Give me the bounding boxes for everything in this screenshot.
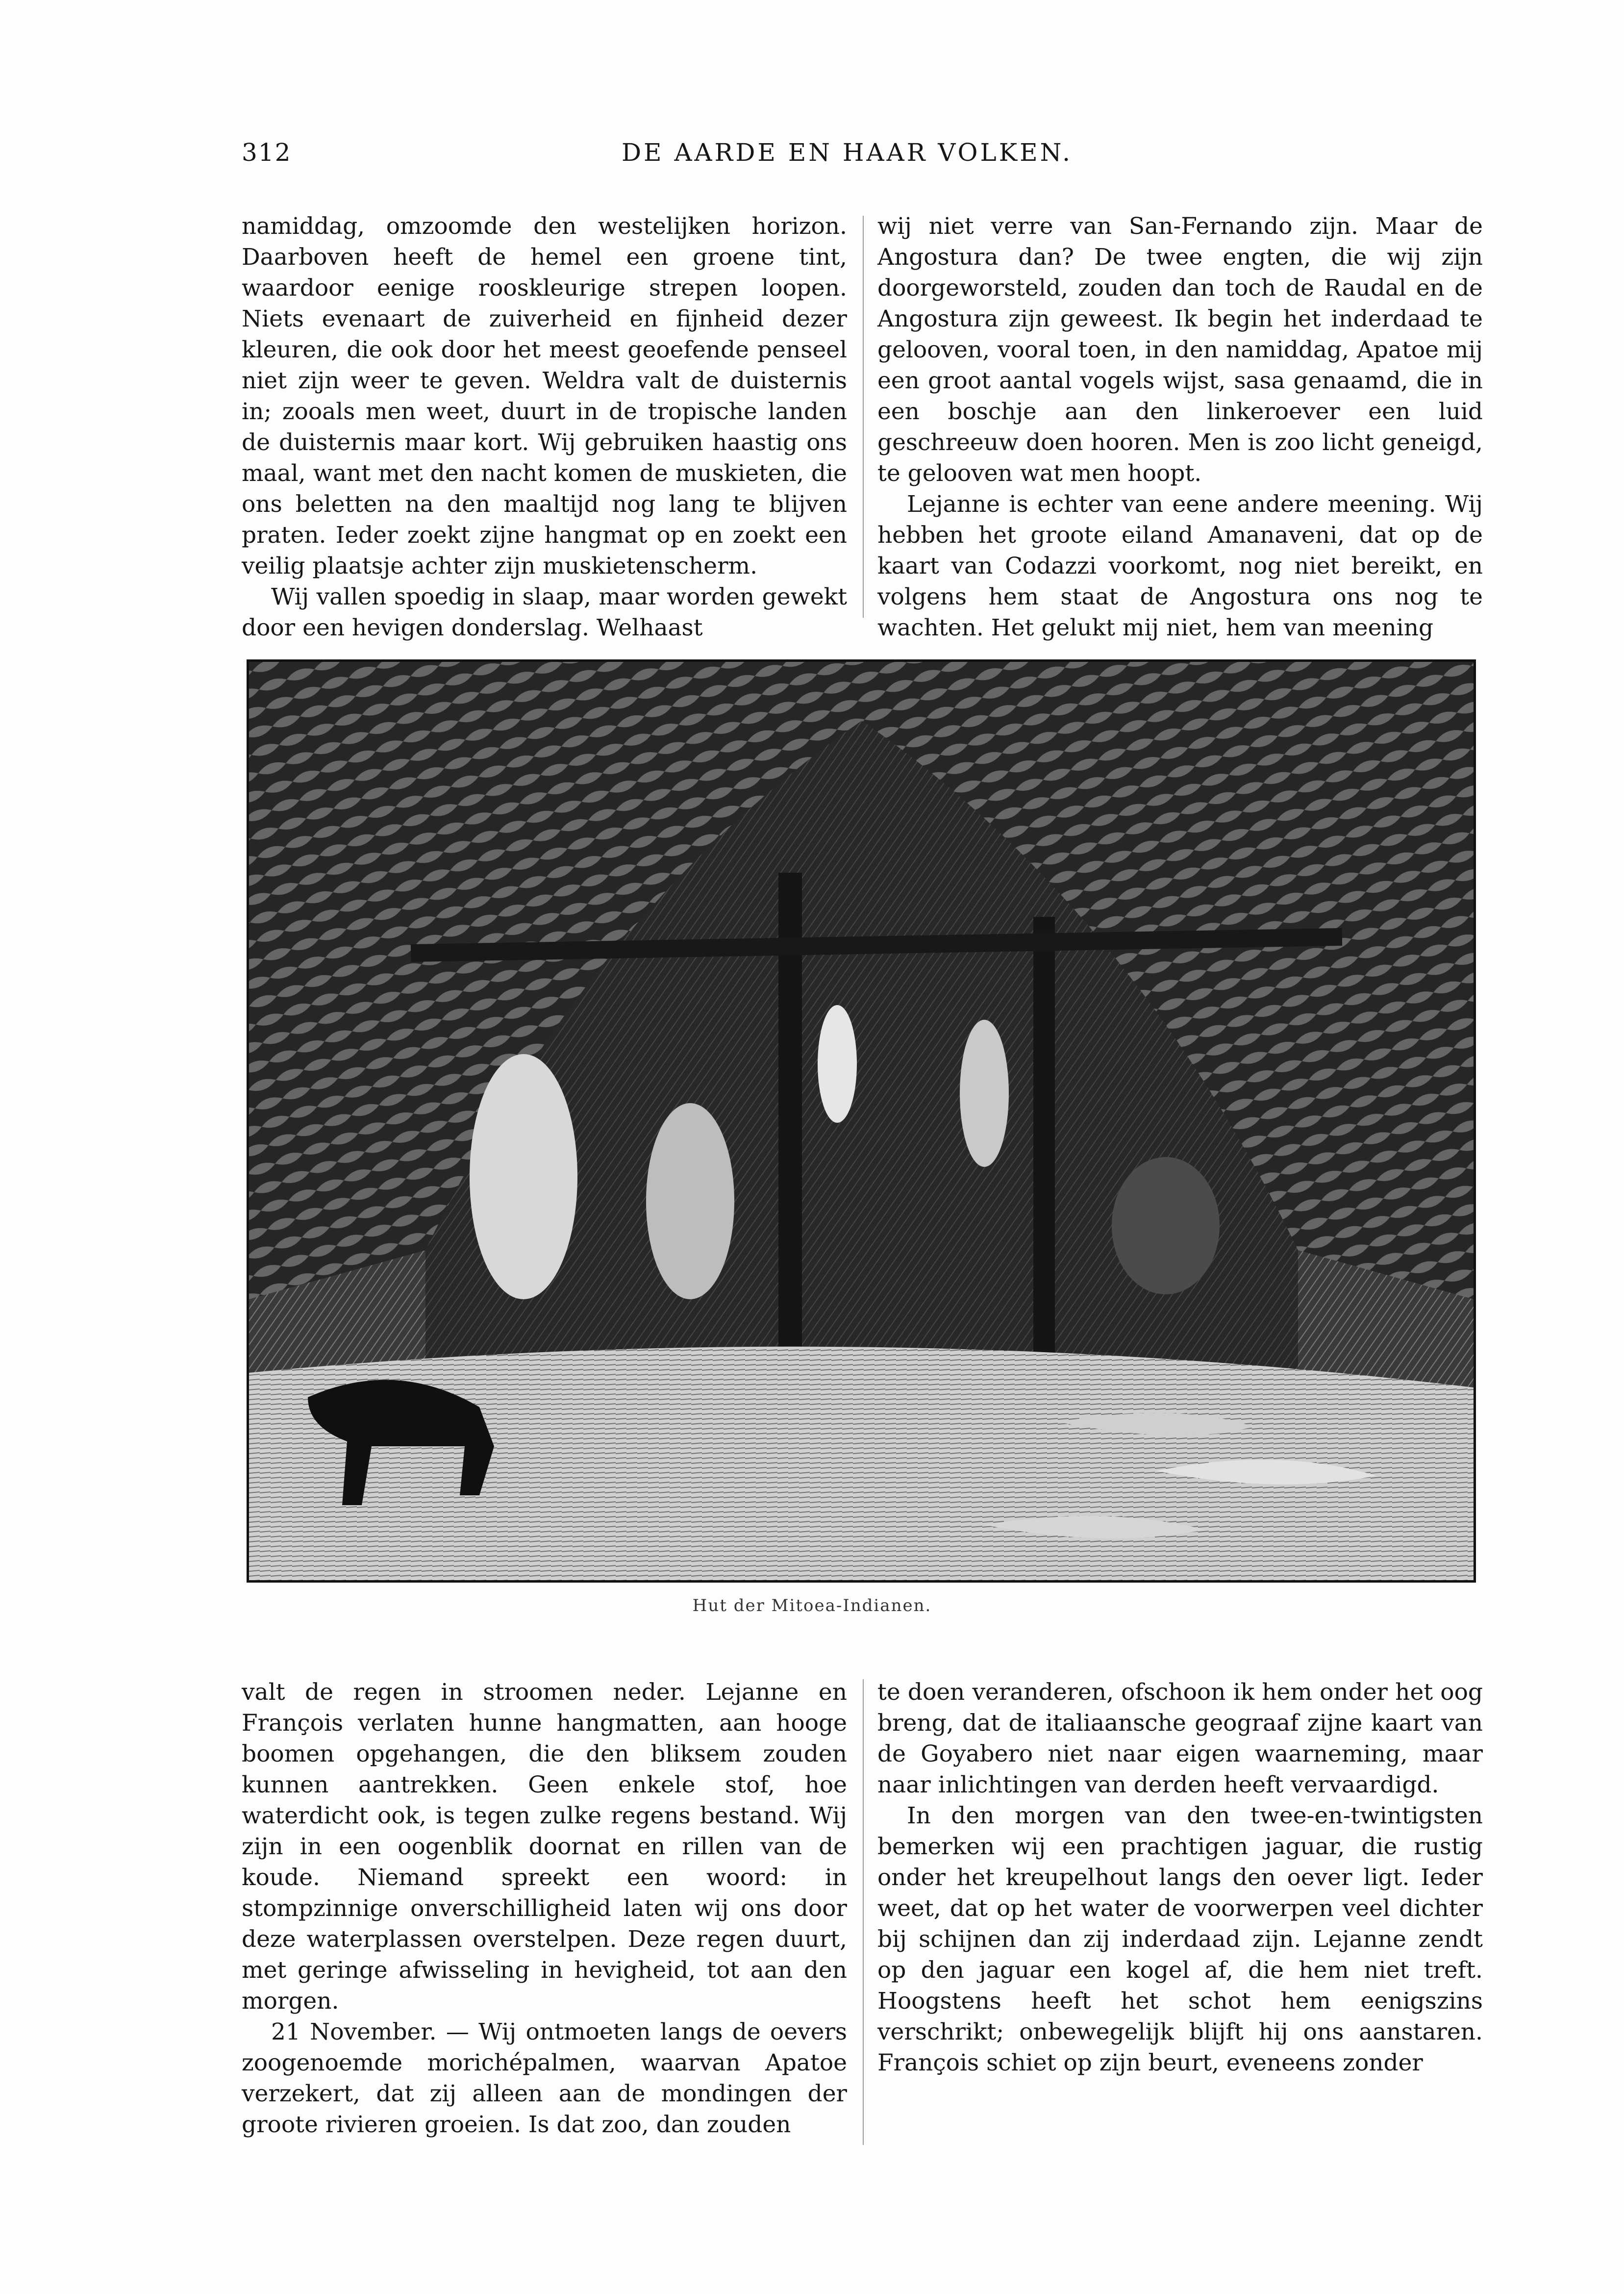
paragraph: namiddag, omzoomde den westelijken horizon. Daarboven heeft de hemel een groene tint, waardoor eenige rooskleurige strepen loopen. Niets evenaart de zuiverheid en fijnheid dezer kleuren, die ook door het meest geoefende penseel niet zijn weer te geven. Weldra valt de duisternis in; zooals men weet, duurt in de tropische landen de duisternis maar kort. Wij gebruiken haastig ons maal, want met den nacht komen de muskieten, die ons beletten na den maaltijd nog lang te blijven praten. Ieder zoekt zijne hangmat op en zoekt een veilig plaatsje achter zijn muskietenscherm. — [242, 213, 847, 580]
paragraph: valt de regen in stroomen neder. Lejanne en François verlaten hunne hangmatten, aan hooge boomen opgehangen, die den bliksem zouden kunnen aantrekken. Geen enkele stof, hoe waterdicht ook, is tegen zulke regens bestand. Wij zijn in een oogenblik doornat en rillen van de koude. Niemand spreekt een woord: in stompzinnige onverschilligheid laten wij ons door deze waterplassen overstelpen. Deze regen duurt, met geringe afwisseling in hevigheid, tot aan den morgen. — [242, 1679, 847, 2015]
column-divider — [863, 1679, 864, 2145]
illustration-caption: Hut der Mitoea-Indianen. — [692, 1596, 932, 1615]
text-column-bottom-right — [877, 1677, 1483, 2078]
paragraph: In den morgen van den twee-en-twintigsten bemerken wij een prachtigen jaguar, die rustig onder het kreupelhout langs den oever ligt. Ieder weet, dat op het water de voorwerpen veel dichter bij schijnen dan zij inderdaad zijn. Lejanne zendt op den jaguar een kogel af, die hem niet treft. Hoogstens heeft het schot hem eenigszins verschrikt; onbewegelijk blijft hij ons aanstaren. François schiet op zijn beurt, eveneens zonder — [877, 1802, 1483, 2076]
page-number: 312 — [242, 138, 292, 167]
paragraph: te doen veranderen, ofschoon ik hem onder het oog breng, dat de italiaansche geograaf zijne kaart van de Goyabero niet naar eigen waarneming, maar naar inlichtingen van derden heeft vervaardigd. — [877, 1679, 1483, 1798]
text-column-bottom-left — [242, 1677, 847, 2140]
column-divider — [863, 216, 864, 618]
paragraph: wij niet verre van San-Fernando zijn. Maar de Angostura dan? De twee engten, die wij zijn doorgeworsteld, zouden dan toch de Raudal en de Angostura zijn geweest. Ik begin het inderdaad te gelooven, vooral toen, in den namiddag, Apatoe mij een groot aantal vogels wijst, sasa genaamd, die in een boschje aan den linkeroever een luid geschreeuw doen hooren. Men is zoo licht geneigd, te gelooven wat men hoopt. — [877, 213, 1483, 487]
paragraph: 21 November. — Wij ontmoeten langs de oevers zoogenoemde morichépalmen, waarvan Apatoe verzekert, dat zij alleen aan de mondingen der groote rivieren groeien. Is dat zoo, dan zouden — [242, 2018, 847, 2138]
text-column-top-right — [877, 211, 1483, 643]
engraving-hut-illustration — [247, 659, 1476, 1583]
page-header — [242, 138, 1452, 182]
hut-engraving-image — [249, 662, 1474, 1580]
text-column-top-left — [242, 211, 847, 643]
paragraph: Lejanne is echter van eene andere meening. Wij hebben het groote eiland Amanaveni, dat op de kaart van Codazzi voorkomt, nog niet bereikt, en volgens hem staat de Angostura ons nog te wachten. Het gelukt mij niet, hem van meening — [877, 491, 1483, 641]
paragraph: Wij vallen spoedig in slaap, maar worden gewekt door een hevigen donderslag. Welhaast — [242, 583, 847, 641]
running-title: DE AARDE EN HAAR VOLKEN. — [621, 138, 1073, 167]
